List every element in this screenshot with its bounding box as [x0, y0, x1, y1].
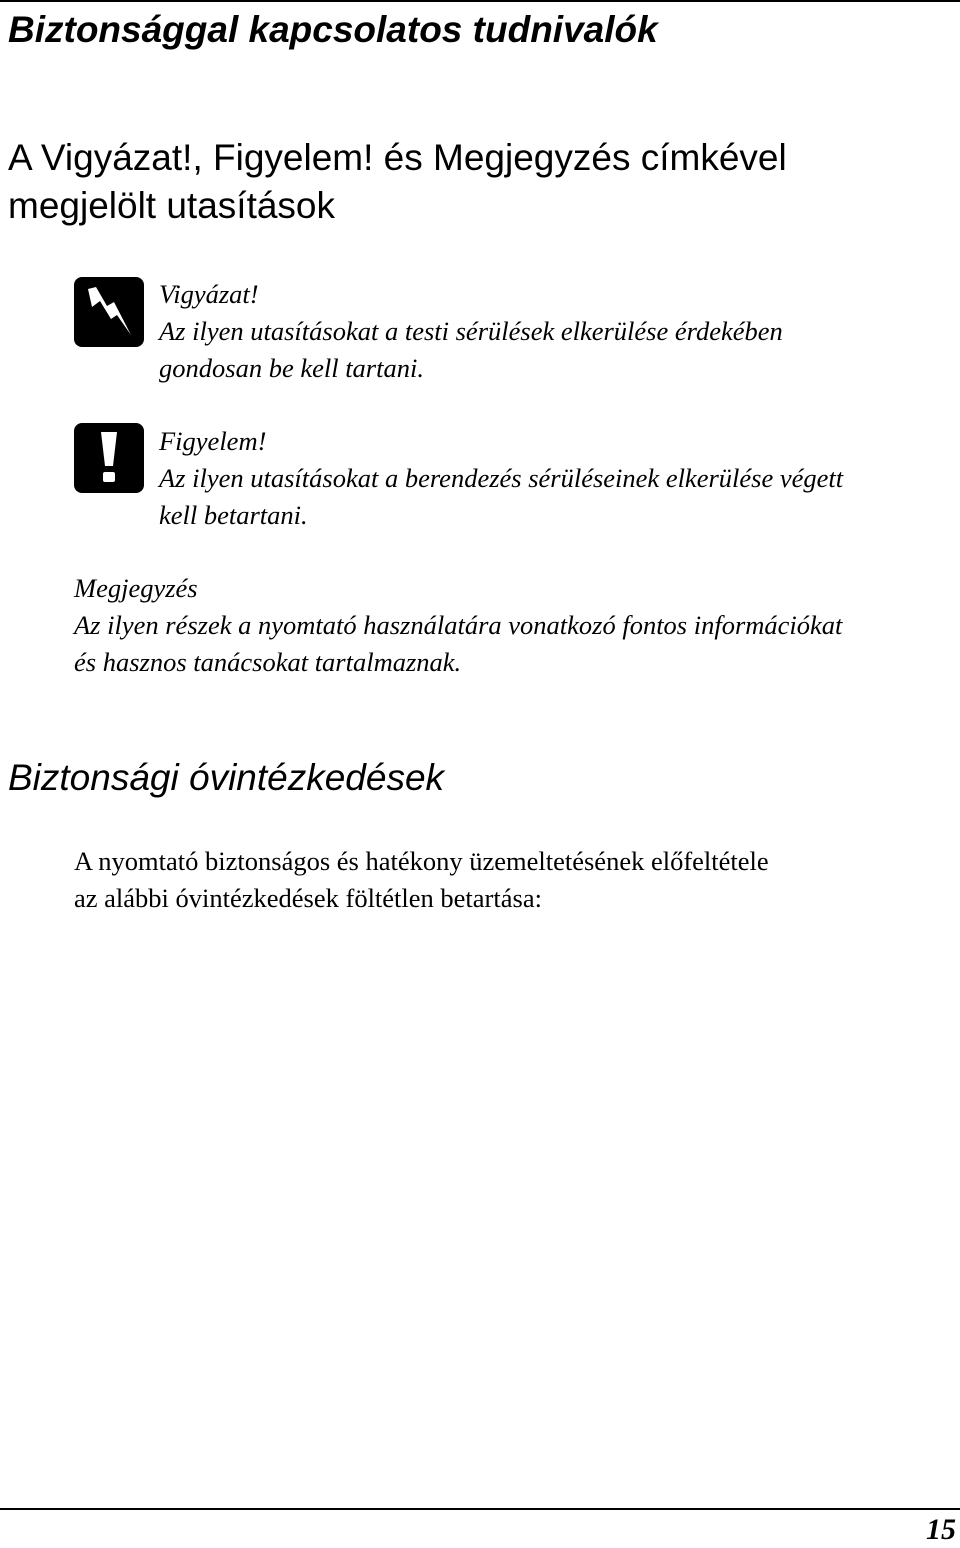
- note-text-line1: Az ilyen részek a nyomtató használatára vonatkozó fontos információkat: [74, 610, 843, 640]
- note-notice: [74, 570, 842, 681]
- section-title-precautions: Biztonsági óvintézkedések: [8, 757, 445, 798]
- section-title-notices-line1: A Vigyázat!, Figyelem! és Megjegyzés címkével: [8, 137, 787, 178]
- lightning-bolt-icon: [74, 277, 144, 347]
- exclamation-icon: [74, 423, 144, 493]
- top-rule: [0, 0, 960, 2]
- precautions-intro-line2: az alábbi óvintézkedések föltétlen betartása:: [74, 883, 542, 913]
- precautions-intro: [74, 843, 769, 917]
- page-number: 15: [926, 1513, 956, 1546]
- warning-text-line2: gondosan be kell tartani.: [159, 353, 424, 383]
- precautions-intro-line1: A nyomtató biztonságos és hatékony üzemeltetésének előfeltétele: [74, 846, 769, 876]
- note-label: Megjegyzés: [74, 573, 198, 603]
- section-title-notices: [8, 134, 787, 230]
- warning-notice: [159, 276, 783, 387]
- warning-text-line1: Az ilyen utasításokat a testi sérülések elkerülése érdekében: [159, 316, 783, 346]
- footer-rule: [0, 1508, 960, 1510]
- caution-label: Figyelem!: [159, 426, 267, 456]
- caution-text-line1: Az ilyen utasításokat a berendezés sérüléseinek elkerülése végett: [159, 463, 844, 493]
- caution-text-line2: kell betartani.: [159, 500, 308, 530]
- section-title-notices-line2: megjelölt utasítások: [8, 185, 336, 226]
- warning-label: Vigyázat!: [159, 279, 259, 309]
- caution-notice: [159, 423, 843, 534]
- section-title-safety-info: Biztonsággal kapcsolatos tudnivalók: [8, 9, 658, 50]
- note-text-line2: és hasznos tanácsokat tartalmaznak.: [74, 647, 462, 677]
